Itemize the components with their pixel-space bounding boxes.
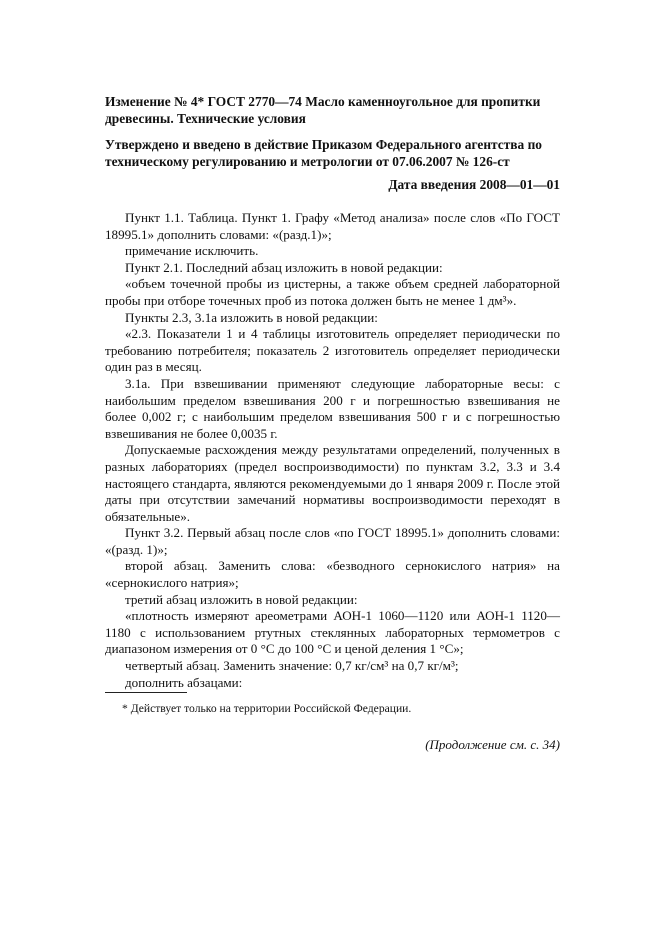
footnote: * Действует только на территории Российской Федерации. [122, 702, 412, 715]
paragraph: «плотность измеряют ареометрами АОН-1 1060—1120 или АОН-1 1120—1180 с использованием ртутных стеклянных лабораторных термометров с диапазоном измерения от 0 °С до 100 °С и ценой деления 1 °С»; [105, 608, 560, 657]
paragraph: второй абзац. Заменить слова: «безводного сернокислого натрия» на «сернокислого натрия»; [105, 558, 560, 591]
approval-line-1: Утверждено и введено в действие Приказом Федерального агентства по [105, 137, 542, 152]
paragraph: Пункт 3.2. Первый абзац после слов «по ГОСТ 18995.1» дополнить словами: «(разд. 1)»; [105, 525, 560, 557]
paragraph: 3.1а. При взвешивании применяют следующие лабораторные весы: с наибольшим пределом взвешивания 200 г и погрешностью взвешивания не более 0,002 г; с наибольшим пределом взвешивания 500 г и с погрешностью взвешивания не более 0,0035 г. [105, 375, 560, 441]
paragraph: Допускаемые расхождения между результатами определений, полученных в разных лабораториях (предел воспроизводимости) по пунктам 3.2, 3.3 и 3.4 настоящего стандарта, являются рекомендуемыми до 1 января 2009 г. После этой даты при отсутствии замечаний нормативы воспроизводимости переходят в обязательные». [105, 442, 560, 524]
document-body [105, 210, 560, 691]
paragraph: примечание исключить. [125, 243, 259, 259]
paragraph: «объем точечной пробы из цистерны, а также объем средней лабораторной пробы при отборе точечных проб из потока должен быть не менее 1 дм³». [105, 276, 560, 308]
paragraph: четвертый абзац. Заменить значение: 0,7 кг/см³ на 0,7 кг/м³; [125, 658, 459, 674]
paragraph: Пункт 2.1. Последний абзац изложить в новой редакции: [125, 259, 443, 275]
continuation-note: (Продолжение см. с. 34) [425, 737, 560, 752]
paragraph: третий абзац изложить в новой редакции: [125, 591, 358, 607]
title-line-1: Изменение № 4* ГОСТ 2770—74 Масло каменноугольное для пропитки [105, 94, 541, 109]
document-header [105, 93, 560, 170]
paragraph: Пункт 1.1. Таблица. Пункт 1. Графу «Метод анализа» после слов «По ГОСТ 18995.1» дополнить словами: «(разд.1)»; [105, 210, 560, 242]
paragraph: дополнить абзацами: [125, 674, 243, 690]
title-line-2: древесины. Технические условия [105, 111, 306, 126]
paragraph: «2.3. Показатели 1 и 4 таблицы изготовитель определяет периодически по требованию потребителя; показатель 2 изготовитель определяет периодически один раз в месяц. [105, 326, 560, 375]
footnote-divider [105, 692, 187, 693]
effective-date: Дата введения 2008—01—01 [388, 177, 560, 192]
approval-line-2: техническому регулированию и метрологии от 07.06.2007 № 126-ст [105, 154, 510, 169]
paragraph: Пункты 2.3, 3.1а изложить в новой редакции: [125, 309, 378, 325]
